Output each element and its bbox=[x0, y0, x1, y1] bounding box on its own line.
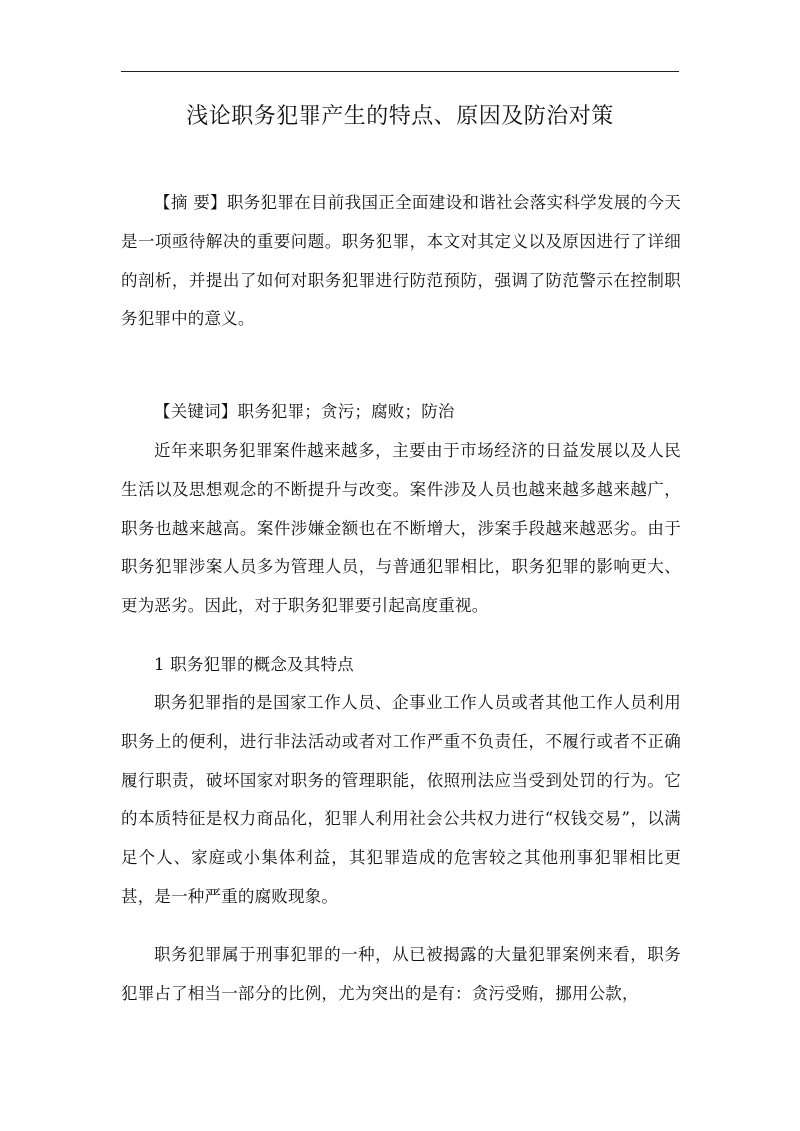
intro-paragraph: 近年来职务犯罪案件越来越多，主要由于市场经济的日益发展以及人民生活以及思想观念的不断提升与改变。案件涉及人员也越来越多越来越广，职务也越来越高。案件涉嫌金额也在不断增大，涉案手段越来越恶劣。由于职务犯罪涉案人员多为管理人员，与普通犯罪相比，职务犯罪的影响更大、更为恶劣。因此，对于职务犯罪要引起高度重视。 bbox=[121, 441, 681, 616]
section-heading: 1 职务犯罪的概念及其特点 bbox=[154, 655, 354, 674]
crime-types-paragraph: 职务犯罪属于刑事犯罪的一种，从已被揭露的大量犯罪案例来看，职务犯罪占了相当一部分的比例，尤为突出的是有：贪污受贿，挪用公款， bbox=[121, 945, 681, 1003]
definition-paragraph: 职务犯罪指的是国家工作人员、企事业工作人员或者其他工作人员利用职务上的便利，进行非法活动或者对工作严重不负责任，不履行或者不正确履行职责，破坏国家对职务的管理职能，依照刑法应当受到处罚的行为。它的本质特征是权力商品化，犯罪人利用社会公共权力进行“权钱交易”，以满足个人、家庭或小集体利益，其犯罪造成的危害较之其他刑事犯罪相比更甚，是一种严重的腐败现象。 bbox=[121, 693, 681, 906]
keywords-paragraph: 【关键词】职务犯罪；贪污；腐败；防治 bbox=[154, 402, 455, 421]
header-rule bbox=[121, 71, 679, 72]
page-title: 浅论职务犯罪产生的特点、原因及防治对策 bbox=[186, 104, 614, 129]
abstract-paragraph: 【摘 要】职务犯罪在目前我国正全面建设和谐社会落实科学发展的今天是一项亟待解决的重要问题。职务犯罪，本文对其定义以及原因进行了详细的剖析，并提出了如何对职务犯罪进行防范预防，强调了防范警示在控制职务犯罪中的意义。 bbox=[121, 193, 681, 329]
